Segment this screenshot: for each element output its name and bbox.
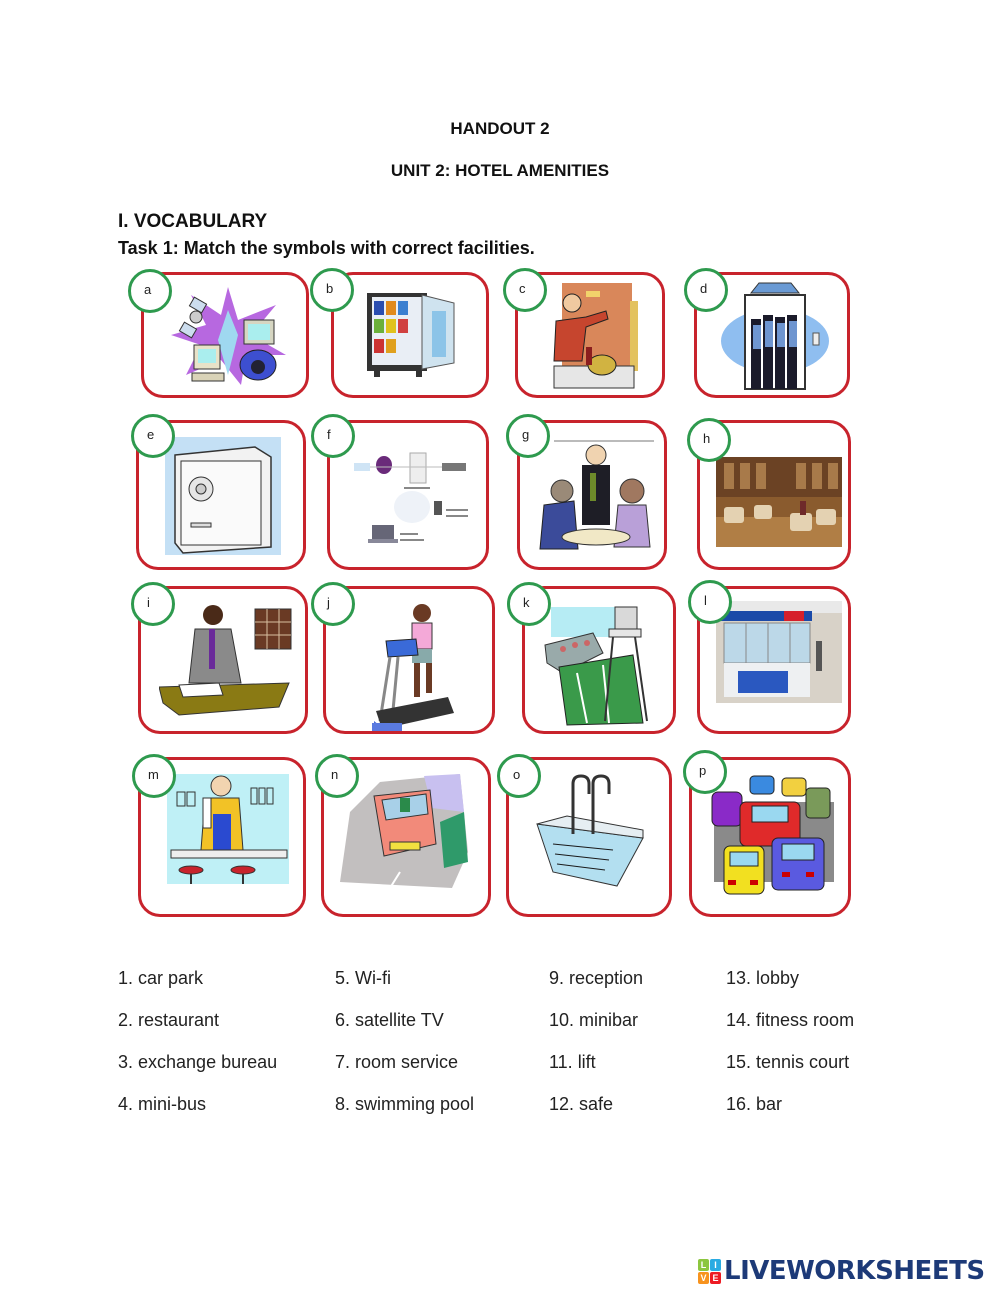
vocab-item: 3. exchange bureau <box>118 1052 278 1072</box>
vocab-item: 9. reception <box>549 968 644 988</box>
lift-image <box>719 281 831 391</box>
wifi-diagram-image <box>350 451 474 555</box>
handout-title: HANDOUT 2 <box>450 119 550 138</box>
vocab-item: 15. tennis court <box>726 1052 850 1072</box>
fitness-treadmill-image <box>372 601 458 731</box>
restaurant-image <box>534 439 658 555</box>
badge-c: c <box>503 268 547 312</box>
badge-d: d <box>684 268 728 312</box>
badge-k: k <box>507 582 551 626</box>
vocab-item: 14. fitness room <box>726 1010 855 1030</box>
exchange-bureau-image <box>716 601 842 703</box>
vocab-item: 16. bar <box>726 1094 783 1114</box>
minibar-image <box>362 291 462 379</box>
vocab-item: 8. swimming pool <box>335 1094 475 1114</box>
task-instruction: Task 1: Match the symbols with correct facilities. <box>118 238 535 258</box>
logo-text: LIVEWORKSHEETS <box>724 1256 985 1286</box>
safe-image <box>165 437 281 555</box>
badge-h: h <box>687 418 731 462</box>
badge-p: p <box>683 750 727 794</box>
badge-n: n <box>315 754 359 798</box>
card-b <box>331 272 489 398</box>
vocab-item: 1. car park <box>118 968 204 988</box>
unit-title: UNIT 2: HOTEL AMENITIES <box>390 161 610 180</box>
vocab-item: 5. Wi-fi <box>335 968 391 988</box>
lobby-image <box>716 457 842 547</box>
liveworksheets-logo <box>698 1256 985 1286</box>
tennis-court-image <box>543 603 663 727</box>
vocab-item: 13. lobby <box>726 968 800 988</box>
vocab-item: 11. lift <box>549 1052 596 1072</box>
vocab-item: 7. room service <box>335 1052 459 1072</box>
badge-f: f <box>311 414 355 458</box>
badge-g: g <box>506 414 550 458</box>
vocab-item: 12. safe <box>549 1094 614 1114</box>
badge-a: a <box>128 269 172 313</box>
bar-image <box>167 774 289 884</box>
vocab-item: 6. satellite TV <box>335 1010 444 1030</box>
satellite-tv-image <box>166 285 290 385</box>
badge-e: e <box>131 414 175 458</box>
vocab-item: 10. minibar <box>549 1010 639 1030</box>
mini-bus-image <box>340 772 472 888</box>
badge-o: o <box>497 754 541 798</box>
live-tiles-icon: L I V E <box>698 1259 721 1284</box>
badge-m: m <box>132 754 176 798</box>
vocab-item: 4. mini-bus <box>118 1094 207 1114</box>
badge-b: b <box>310 268 354 312</box>
car-park-image <box>710 772 836 902</box>
badge-l: l <box>688 580 732 624</box>
swimming-pool-image <box>533 774 657 890</box>
badge-j: j <box>311 582 355 626</box>
vocab-item: 2. restaurant <box>118 1010 220 1030</box>
badge-i: i <box>131 582 175 626</box>
room-service-image <box>546 281 650 389</box>
reception-image <box>159 603 295 721</box>
section-heading: I. VOCABULARY <box>118 211 268 232</box>
